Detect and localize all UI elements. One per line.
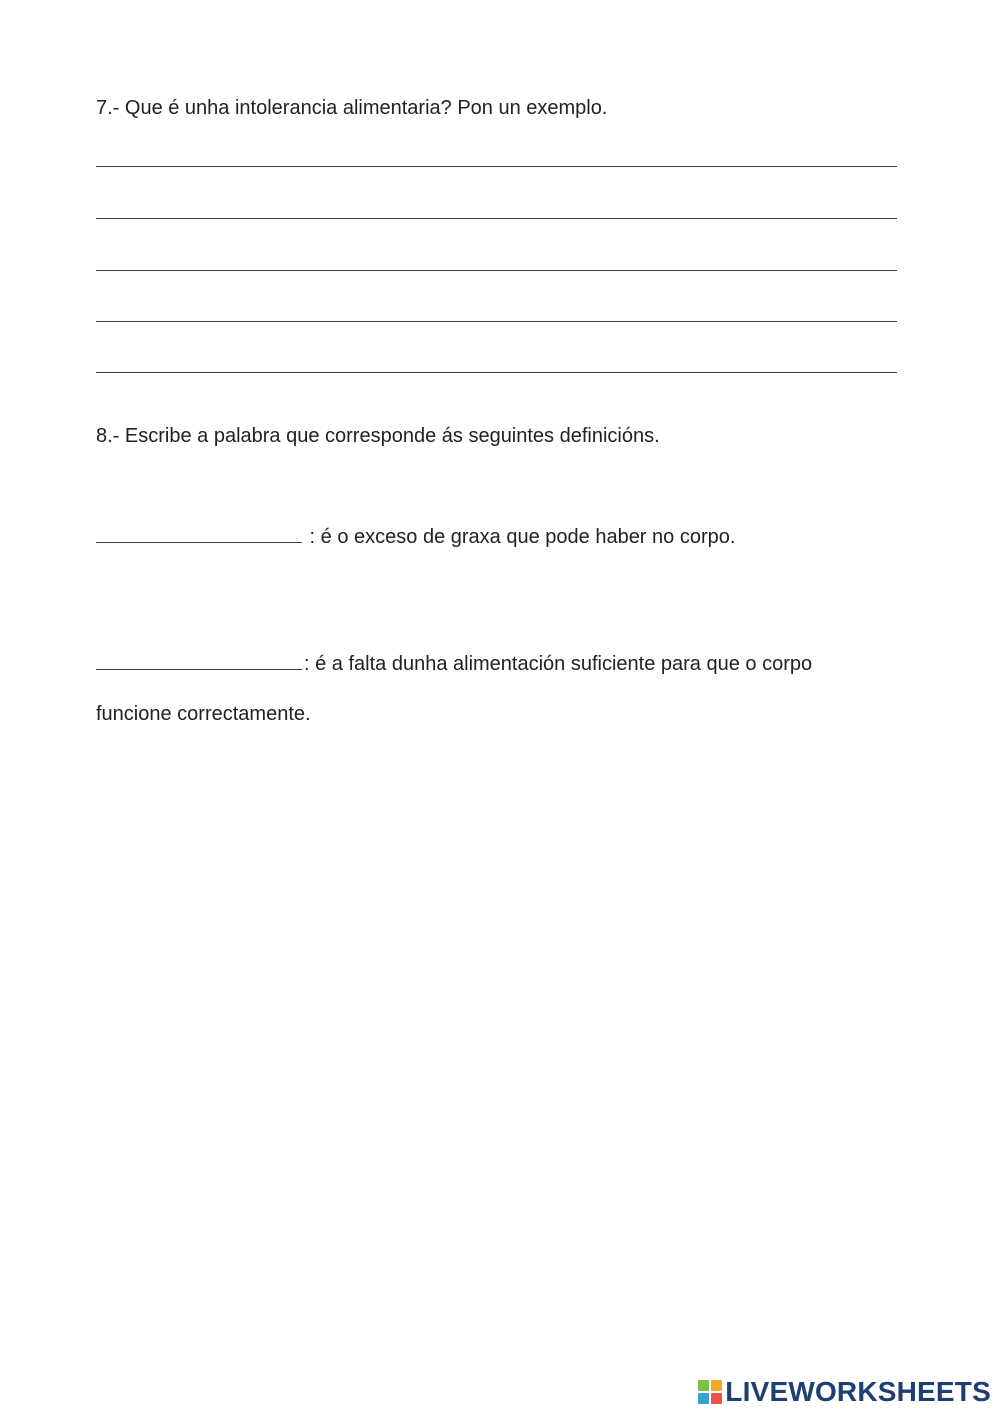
brand-name: LIVEWORKSHEETS [725, 1376, 991, 1407]
definition-2-continuation: funcione correctamente. [96, 703, 311, 725]
definition-2 [96, 651, 812, 676]
answer-line-3[interactable] [96, 270, 897, 271]
definition-1-text: : é o exceso de graxa que pode haber no corpo. [304, 526, 736, 548]
definition-1 [96, 524, 735, 549]
answer-line-1[interactable] [96, 166, 897, 167]
answer-line-2[interactable] [96, 218, 897, 219]
question-7-prompt: 7.- Que é unha intolerancia alimentaria? Pon un exemplo. [96, 97, 608, 119]
definition-2-blank[interactable] [96, 651, 302, 670]
definition-1-blank[interactable] [96, 524, 302, 543]
answer-line-5[interactable] [96, 372, 897, 373]
liveworksheets-brand [698, 1377, 991, 1407]
answer-line-4[interactable] [96, 321, 897, 322]
liveworksheets-logo-icon [698, 1380, 722, 1404]
definition-2-text: : é a falta dunha alimentación suficiente para que o corpo [304, 653, 813, 675]
question-8-prompt: 8.- Escribe a palabra que corresponde ás seguintes definicións. [96, 425, 660, 447]
